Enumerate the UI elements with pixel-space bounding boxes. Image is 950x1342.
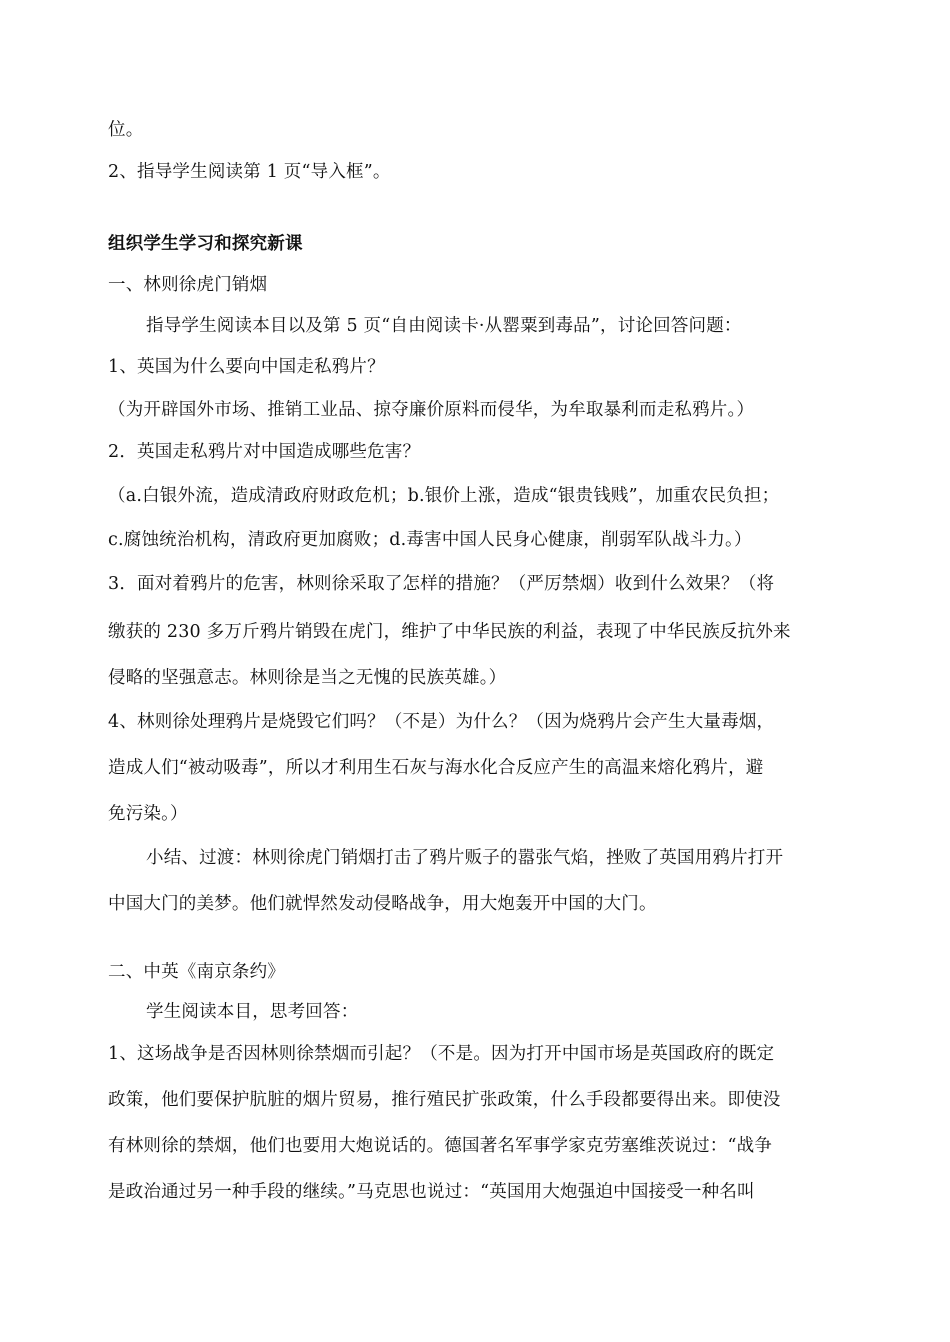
text-line: 学生阅读本目，思考回答： [146, 1002, 359, 1022]
text-line: 免污染。） [108, 804, 188, 824]
text-line: 造成人们“被动吸毒”，所以才利用生石灰与海水化合反应产生的高温来熔化鸦片，避 [108, 758, 764, 778]
text-line: 指导学生阅读本目以及第 5 页“自由阅读卡·从罂粟到毒品”，讨论回答问题： [146, 316, 742, 336]
question-line: 4、林则徐处理鸦片是烧毁它们吗？（不是）为什么？（因为烧鸦片会产生大量毒烟， [108, 712, 775, 732]
subsection-heading: 二、中英《南京条约》 [108, 962, 285, 982]
text-line: 缴获的 230 多万斤鸦片销毁在虎门，维护了中华民族的利益，表现了中华民族反抗外来 [108, 622, 791, 642]
question-line: 3．面对着鸦片的危害，林则徐采取了怎样的措施？（严厉禁烟）收到什么效果？（将 [108, 574, 775, 594]
question-line: 1、这场战争是否因林则徐禁烟而引起？（不是。因为打开中国市场是英国政府的既定 [108, 1044, 775, 1064]
text-line: 政策，他们要保护肮脏的烟片贸易，推行殖民扩张政策，什么手段都要得出来。即使没 [108, 1090, 781, 1110]
text-line: 位。 [108, 120, 144, 140]
text-line: 2、指导学生阅读第 1 页“导入框”。 [108, 162, 391, 182]
section-heading: 组织学生学习和探究新课 [108, 234, 303, 254]
answer-line: c.腐蚀统治机构，清政府更加腐败；d.毒害中国人民身心健康，削弱军队战斗力。） [108, 530, 752, 550]
answer-line: （为开辟国外市场、推销工业品、掠夺廉价原料而侵华，为牟取暴利而走私鸦片。） [108, 400, 755, 420]
text-line: 侵略的坚强意志。林则徐是当之无愧的民族英雄。） [108, 668, 507, 688]
answer-line: （a.白银外流，造成清政府财政危机；b.银价上涨，造成“银贵钱贱”，加重农民负担； [108, 486, 780, 506]
text-line: 有林则徐的禁烟，他们也要用大炮说话的。德国著名军事学家克劳塞维茨说过：“战争 [108, 1136, 773, 1156]
question-line: 2．英国走私鸦片对中国造成哪些危害？ [108, 442, 421, 462]
subsection-heading: 一、林则徐虎门销烟 [108, 275, 268, 295]
summary-line: 小结、过渡：林则徐虎门销烟打击了鸦片贩子的嚣张气焰，挫败了英国用鸦片打开 [146, 848, 784, 868]
summary-line: 中国大门的美梦。他们就悍然发动侵略战争，用大炮轰开中国的大门。 [108, 894, 657, 914]
text-line: 是政治通过另一种手段的继续。”马克思也说过：“英国用大炮强迫中国接受一种名叫 [108, 1182, 755, 1202]
question-line: 1、英国为什么要向中国走私鸦片？ [108, 357, 385, 377]
